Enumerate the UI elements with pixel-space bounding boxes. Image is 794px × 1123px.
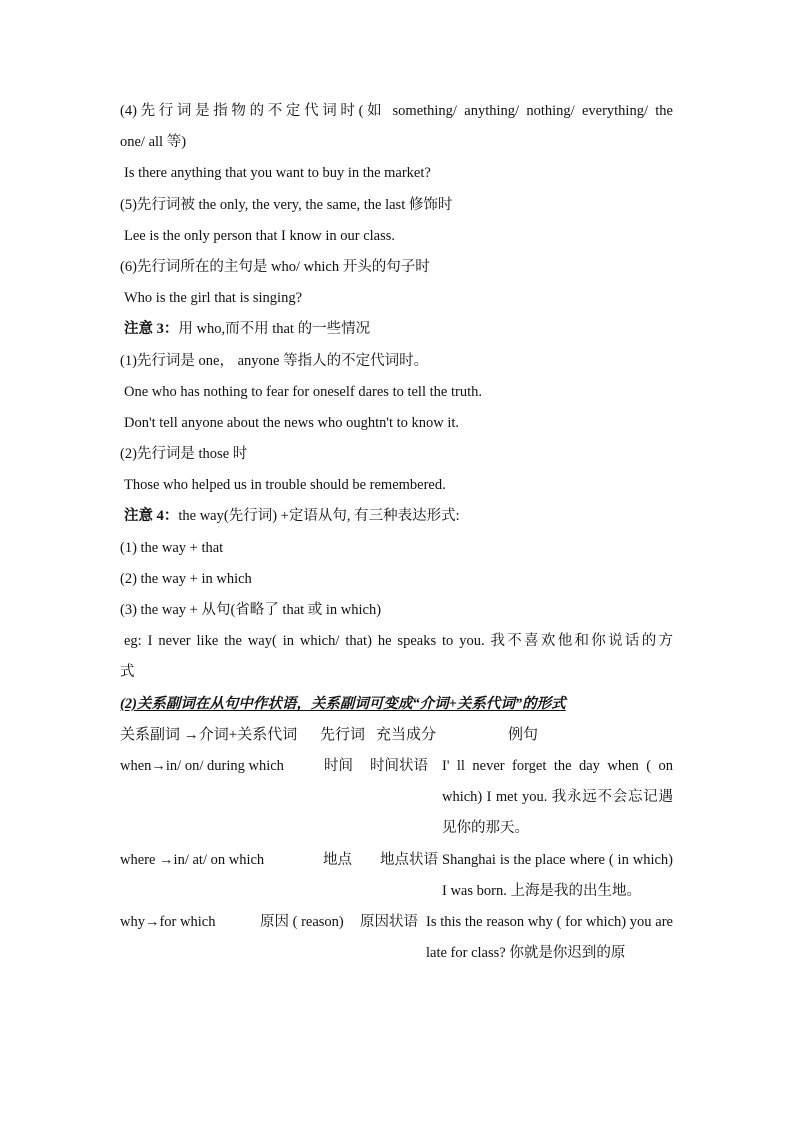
example-sentence: Who is the girl that is singing? [124,290,303,307]
table-row [120,751,673,845]
example-sentence: Lee is the only person that I know in our class. [124,227,396,244]
sentence-function: 地点状语 [380,851,438,868]
column-header: 先行词 [320,726,366,743]
column-header: 关系副词 →介词+关系代词 [120,726,298,743]
relative-adverb: why→for which [120,913,216,930]
rule-2: (2)先行词是 those 时 [120,446,248,463]
example-sentence: Don't tell anyone about the news who oughtn't to know it. [124,414,460,431]
antecedent: 原因 ( reason) [260,913,344,930]
table-row [120,907,673,969]
sentence-function: 原因状语 [360,913,418,930]
example-sentence: eg: I never like the way( in which/ that) he speaks to you. 我不喜欢他和你说话的方 [124,633,673,650]
table-header [120,720,673,751]
sentence-function: 时间状语 [370,757,428,774]
form-1: (1) the way + that [120,539,224,556]
example-sentence: Shanghai is the place where ( in which) I was born. 上海是我的出生地。 [442,851,673,899]
note-label: 注意 4： [124,508,179,525]
antecedent: 时间 [324,757,353,774]
example-sentence-cont: 式 [120,664,135,681]
relative-adverb: where →in/ at/ on which [120,851,265,868]
rule-5: (5)先行词被 the only, the very, the same, the last 修饰时 [120,196,453,213]
example-sentence: Those who helped us in trouble should be remembered. [124,477,446,494]
relative-adverb: when→in/ on/ during which [120,757,284,774]
note-text: the way(先行词) +定语从句, 有三种表达形式: [178,508,460,525]
form-3: (3) the way + 从句(省略了 that 或 in which) [120,602,382,618]
example-sentence: I' ll never forget the day when ( on which) I met you. 我永远不会忘记遇见你的那天。 [442,757,673,837]
example-sentence: Is there anything that you want to buy in the market? [124,165,431,182]
rule-4-cont: one/ all 等) [120,134,187,151]
form-2: (2) the way + in which [120,570,252,587]
document-page [120,96,673,969]
antecedent: 地点 [323,851,352,868]
table-row [120,845,673,907]
section-header: (2)关系副词在从句中作状语，关系副词可变成“介词+关系代词”的形式 [120,695,566,712]
example-sentence: One who has nothing to fear for oneself dares to tell the truth. [124,383,482,400]
note-text: 用 who,而不用 that 的一些情况 [178,321,371,338]
rule-1: (1)先行词是 one， anyone 等指人的不定代词时。 [120,352,429,369]
column-header: 充当成分 [376,726,437,743]
note-label: 注意 3： [124,321,179,338]
example-sentence: Is this the reason why ( for which) you are late for class? 你就是你迟到的原 [426,913,673,962]
rule-6: (6)先行词所在的主句是 who/ which 开头的句子时 [120,258,430,275]
note-4 [120,501,673,532]
column-header: 例句 [508,726,539,743]
note-3 [120,314,673,345]
rule-4: (4)先行词是指物的不定代词时(如 something/ anything/ nothing/ everything/ the [120,103,673,119]
